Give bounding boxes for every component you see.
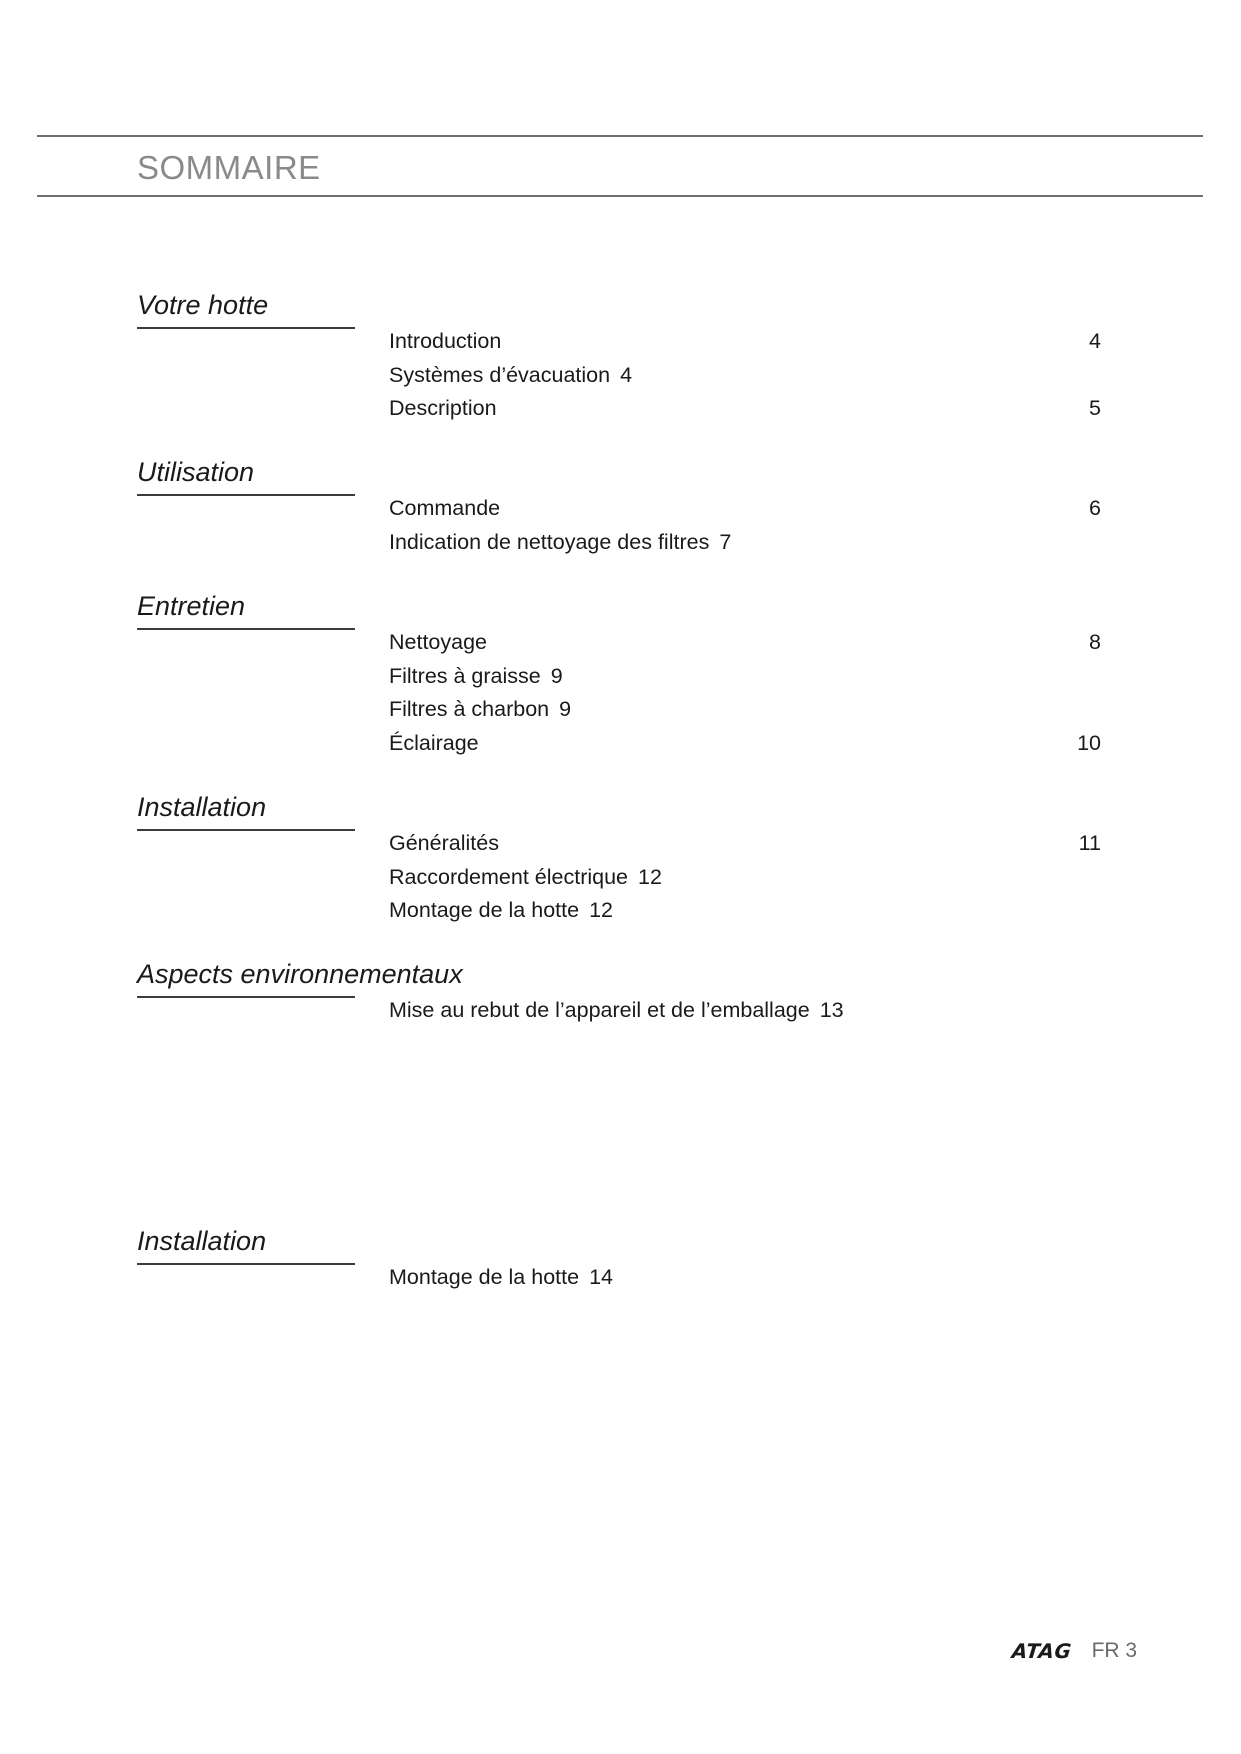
toc-entry-list <box>389 492 1101 559</box>
toc-entry-title: Filtres à charbon <box>389 697 550 721</box>
toc-entry[interactable] <box>389 894 1101 928</box>
toc-entry-page: 11 <box>1078 831 1101 855</box>
toc-entry-page: 5 <box>1089 396 1101 420</box>
toc-entry-title: Éclairage <box>389 730 479 755</box>
page-title: SOMMAIRE <box>137 149 321 186</box>
toc-entry[interactable] <box>389 861 1101 895</box>
section-heading: Utilisation <box>137 457 355 496</box>
toc-entry-title: Introduction <box>389 329 502 353</box>
toc-entry-page: 7 <box>719 529 732 554</box>
toc-entry-list <box>389 626 1101 760</box>
toc-entry-page: 4 <box>1089 329 1101 353</box>
toc-entry-page: 10 <box>1077 730 1101 755</box>
section-heading: Votre hotte <box>137 290 355 329</box>
section-heading: Aspects environnementaux <box>137 959 355 998</box>
toc-entry[interactable] <box>389 325 1101 359</box>
toc-entry-title: Indication de nettoyage des filtres <box>389 529 710 554</box>
toc-entry-title: Description <box>389 396 497 420</box>
toc-entry[interactable] <box>389 492 1101 526</box>
toc-entry[interactable] <box>389 359 1101 393</box>
toc-entry-page: 9 <box>550 663 563 688</box>
toc-entry-title: Systèmes d’évacuation <box>389 362 611 387</box>
page-footer <box>1012 1636 1137 1666</box>
toc-entry[interactable] <box>389 526 1101 560</box>
toc-entry-page: 6 <box>1089 496 1101 520</box>
toc-entry-list <box>389 325 1101 426</box>
header-bar <box>37 135 1203 197</box>
toc-entry-page: 14 <box>589 1265 613 1289</box>
toc-entry-title: Généralités <box>389 831 499 855</box>
atag-logo: ATAG <box>1010 1639 1073 1663</box>
toc-entry-title: Commande <box>389 496 501 520</box>
section-heading: Installation <box>137 792 355 831</box>
toc-entry-list <box>389 1261 1101 1295</box>
toc-entry-list <box>389 827 1101 928</box>
toc-entry-page: 13 <box>819 998 844 1022</box>
toc-entry[interactable] <box>389 1261 1101 1295</box>
toc-entry[interactable] <box>389 626 1101 660</box>
section-heading: Entretien <box>137 591 355 630</box>
toc-entry[interactable] <box>389 827 1101 861</box>
toc-entry[interactable] <box>389 660 1101 694</box>
toc-entry[interactable] <box>389 727 1101 761</box>
toc-entry-title: Filtres à graisse <box>389 663 541 688</box>
toc-entry-list <box>389 994 1101 1028</box>
toc-entry-title: Montage de la hotte <box>389 898 580 922</box>
toc-entry-title: Montage de la hotte <box>389 1265 580 1289</box>
toc-entry-title: Mise au rebut de l’appareil et de l’emballage <box>389 998 810 1022</box>
toc-entry[interactable] <box>389 392 1101 426</box>
page-number: FR 3 <box>1091 1639 1138 1662</box>
toc-entry-page: 9 <box>559 697 572 721</box>
toc-entry-page: 8 <box>1089 630 1101 654</box>
toc-entry-title: Nettoyage <box>389 630 488 654</box>
toc-entry-page: 4 <box>620 362 633 387</box>
toc-entry[interactable] <box>389 693 1101 727</box>
section-heading: Installation <box>137 1226 355 1265</box>
toc-entry-page: 12 <box>638 864 662 889</box>
toc-entry-page: 12 <box>589 898 613 922</box>
toc-entry[interactable] <box>389 994 1101 1028</box>
toc-entry-title: Raccordement électrique <box>389 864 629 889</box>
